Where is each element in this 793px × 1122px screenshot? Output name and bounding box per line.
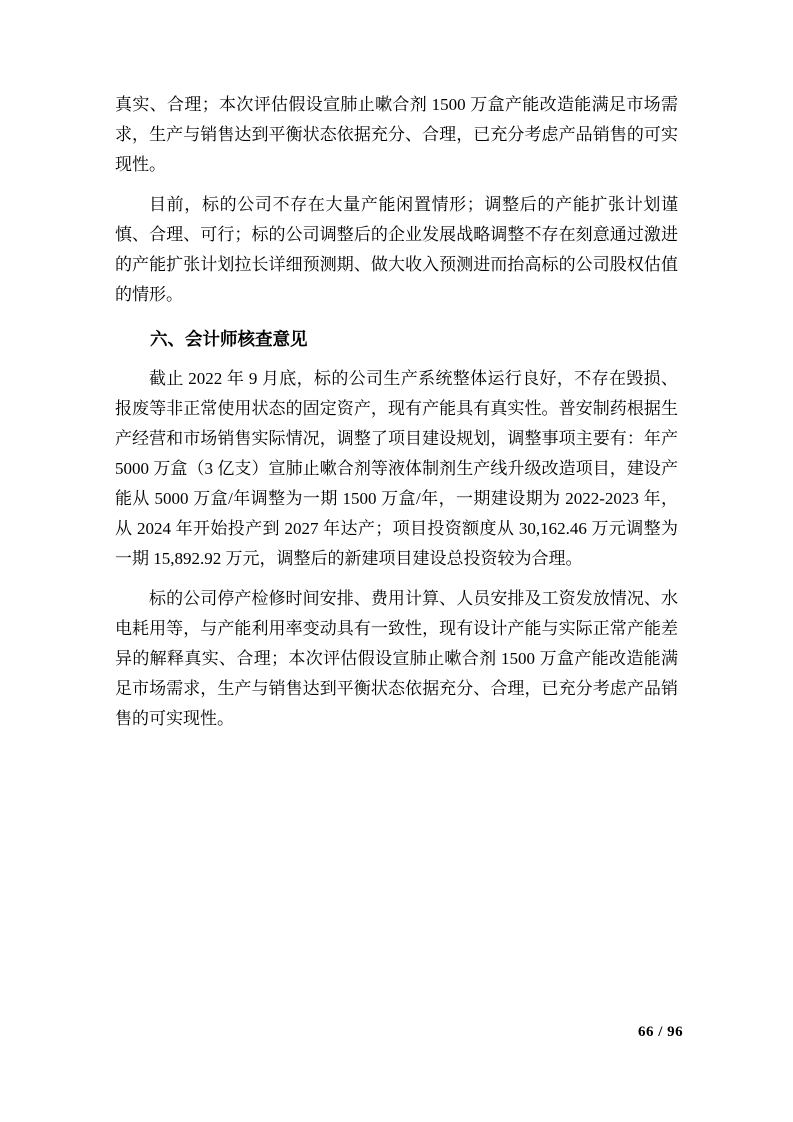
- paragraph-opinion-production-system: 截止 2022 年 9 月底，标的公司生产系统整体运行良好，不存在毁损、报废等非正常使用状态的固定资产，现有产能具有真实性。普安制药根据生产经营和市场销售实际情况，调整了项目建设规划，调整事项主要有：年产 5000 万盒（3 亿支）宣肺止嗽合剂等液体制剂生产线升级改造项目，建设产能从 5000 万盒/年调整为一期 1500 万盒/年，一期建设期为 2022-2023 年，从 2024 年开始投产到 2027 年达产；项目投资额度从 30,162.46 万元调整为一期 15,892.92 万元，调整后的新建项目建设总投资较为合理。: [115, 369, 678, 568]
- page-number: 66 / 96: [638, 1024, 684, 1040]
- paragraph-conclusion-continuation: 真实、合理；本次评估假设宣肺止嗽合剂 1500 万盒产能改造能满足市场需求，生产与销售达到平衡状态依据充分、合理，已充分考虑产品销售的可实现性。: [115, 95, 678, 174]
- page-content: [115, 90, 678, 744]
- section-heading-accountant-opinion: 六、会计师核查意见: [150, 329, 308, 349]
- paragraph-capacity-status: 目前，标的公司不存在大量产能闲置情形；调整后的产能扩张计划谨慎、合理、可行；标的公司调整后的企业发展战略调整不存在刻意通过激进的产能扩张计划拉长详细预测期、做大收入预测进而抬高标的公司股权估值的情形。: [115, 195, 678, 304]
- paragraph-opinion-shutdown-maintenance: 标的公司停产检修时间安排、费用计算、人员安排及工资发放情况、水电耗用等，与产能利用率变动具有一致性，现有设计产能与实际正常产能差异的解释真实、合理；本次评估假设宣肺止嗽合剂 1500 万盒产能改造能满足市场需求，生产与销售达到平衡状态依据充分、合理，已充分考虑产品销售的可实现性。: [115, 589, 678, 728]
